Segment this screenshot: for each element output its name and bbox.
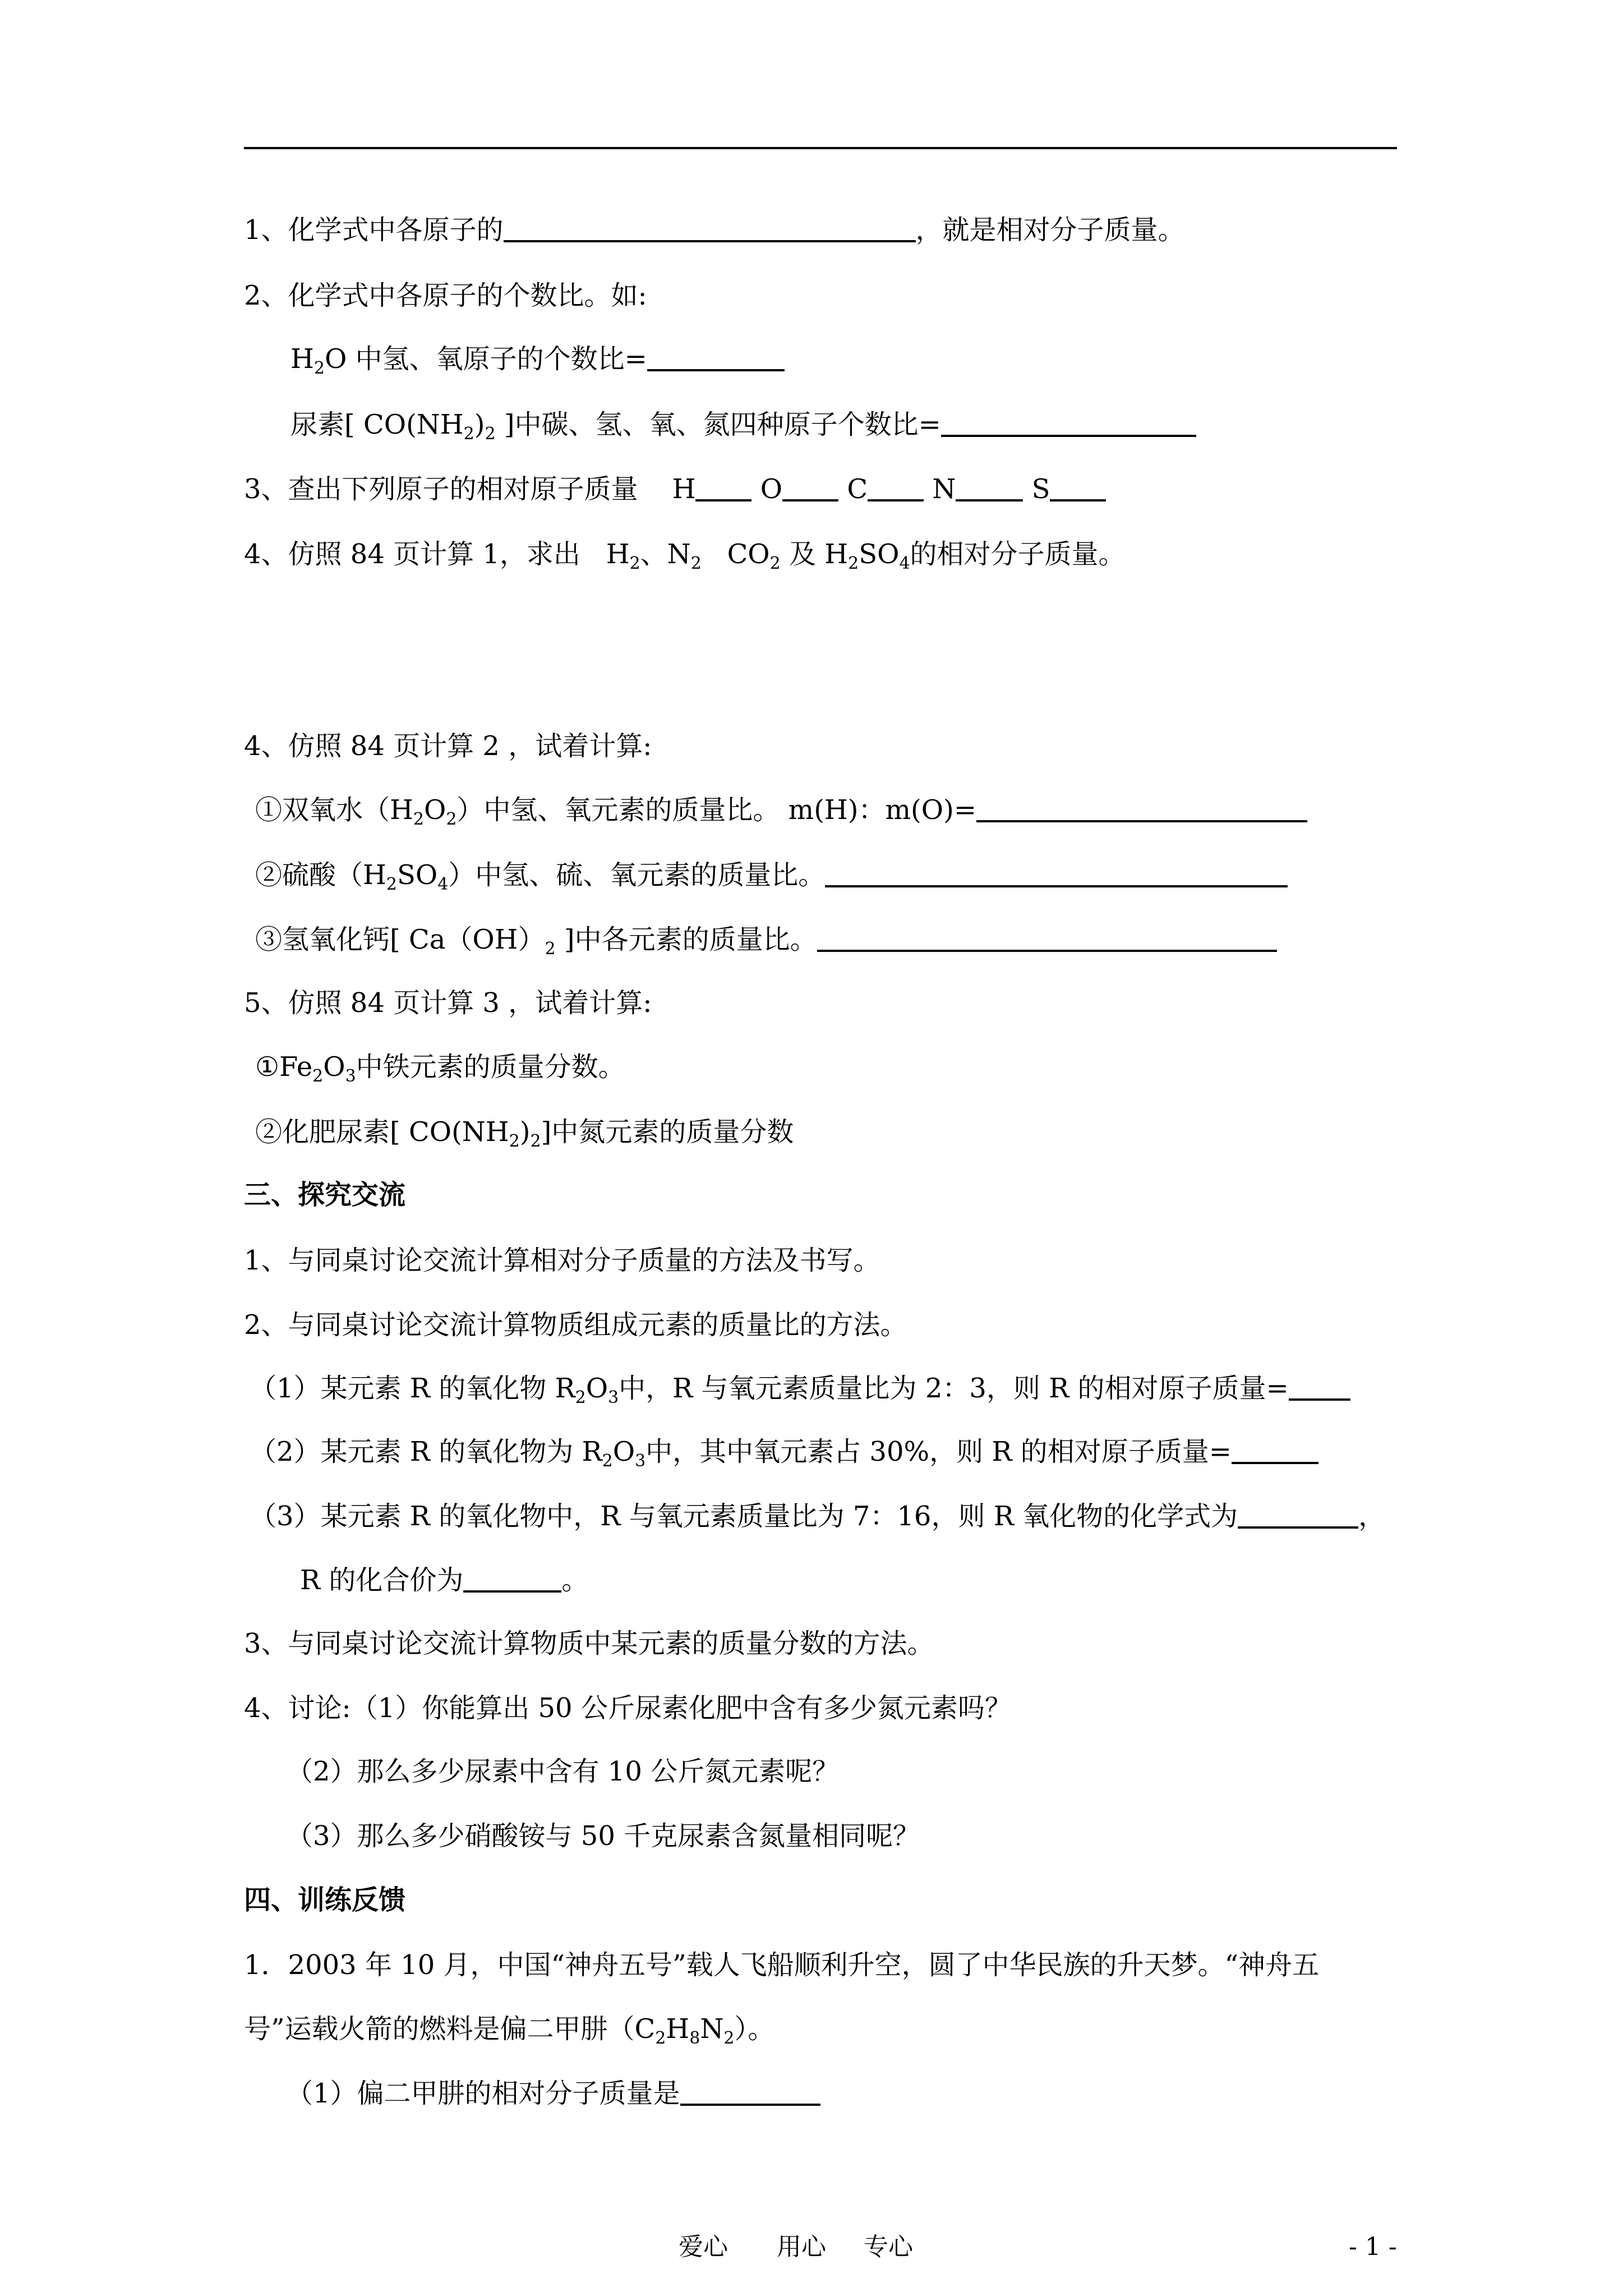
question-4: 4、仿照 84 页计算 1，求出 $H_2$、$N_2$ $CO_2$ 及 $H_2SO_4$的相对分子质量。 (244, 539, 1126, 573)
answer-blank (647, 344, 785, 371)
section-3-line-2: 2、与同桌讨论交流计算物质组成元素的质量比的方法。 (244, 1309, 907, 1341)
section-3-problem-3-cont: R 的化合价为 。 (300, 1565, 589, 1596)
section-4-line-1: 1．2003 年 10 月，中国“神舟五号”载人飞船顺利升空，圆了中华民族的升天梦。“神舟五 (244, 1949, 1320, 1981)
answer-blank (1232, 1437, 1318, 1464)
question-2-heading: 2、化学式中各原子的个数比。如: (244, 280, 647, 311)
question-5-heading: 5、仿照 84 页计算 3 ，试着计算: (244, 987, 652, 1019)
question-2b: 尿素[ $CO(NH_2)_2$ ]中碳、氢、氧、氮四种原子个数比= (291, 408, 1196, 441)
question-3: 3、查出下列原子的相对原子质量 H O C N S (244, 472, 1106, 506)
question-4b-item-2: ②硫酸$(H_2SO_4)$中氢、硫、氧元素的质量比。 (255, 858, 1288, 892)
section-3-line-1: 1、与同桌讨论交流计算相对分子质量的方法及书写。 (244, 1245, 880, 1276)
answer-blank (976, 795, 1307, 822)
question-5-item-1: $①Fe_2O_3$中铁元素的质量分数。 (255, 1051, 625, 1086)
footer-motto-1: 爱心 (679, 2233, 728, 2261)
section-3-problem-2: （2）某元素 R 的氧化物为 $R_2O_3$中，其中氧元素占 30%，则 R 的相对原子质量= (250, 1435, 1318, 1469)
answer-blank (680, 2079, 820, 2106)
section-3-problem-1: （1）某元素 R 的氧化物 $R_2O_3$中，R 与氧元素质量比为 2：3，则 R 的相对原子质量= (250, 1372, 1350, 1405)
footer-motto-3: 专心 (864, 2233, 913, 2261)
section-4-title: 四、训练反馈 (244, 1884, 406, 1916)
question-4b-heading: 4、仿照 84 页计算 2 ，试着计算: (244, 730, 652, 762)
question-4b-item-1: ①双氧水$(H_2O_2)$中氢、氧元素的质量比。 m(H)：m(O)= (255, 793, 1307, 827)
question-4b-item-3: ③氢氧化钙[ $Ca(OH)_2$ ]中各元素的质量比。 (255, 923, 1277, 956)
answer-blank (504, 215, 916, 242)
question-5-item-2: ②化肥尿素[ $CO(NH_2)_2$]中氮元素的质量分数 (255, 1116, 794, 1151)
answer-blank (463, 1566, 561, 1593)
section-3-title: 三、探究交流 (244, 1179, 406, 1211)
section-3-line-6: （3）那么多少硝酸铵与 50 千克尿素含氮量相同呢？ (286, 1820, 920, 1852)
footer-motto-2: 用心 (777, 2233, 826, 2261)
section-3-line-3: 3、与同桌讨论交流计算物质中某元素的质量分数的方法。 (244, 1628, 934, 1659)
section-3-line-5: （2）那么多少尿素中含有 10 公斤氮元素呢？ (286, 1756, 840, 1787)
section-4-line-2: 号”运载火箭的燃料是偏二甲肼$(C_2H_8N_2)$。 (244, 2013, 775, 2048)
section-3-problem-3: （3）某元素 R 的氧化物中，R 与氧元素质量比为 7：16，则 R 氧化物的化学式为 ， (250, 1501, 1386, 1532)
answer-blank (1238, 1502, 1358, 1529)
question-1: 1、化学式中各原子的 ，就是相对分子质量。 (244, 214, 1185, 246)
section-4-line-3: （1）偏二甲肼的相对分子质量是 (286, 2077, 820, 2110)
section-3-line-4: 4、讨论:（1）你能算出 50 公斤尿素化肥中含有多少氮元素吗？ (244, 1692, 1012, 1724)
answer-blank (825, 861, 1288, 887)
page-number: - 1 - (1349, 2233, 1397, 2261)
answer-blank (1289, 1374, 1350, 1401)
header-rule (244, 147, 1397, 149)
answer-blank (817, 925, 1277, 952)
question-2a: $H_2O$ 中氢、氧原子的个数比= (291, 342, 785, 376)
answer-blank (941, 410, 1196, 437)
